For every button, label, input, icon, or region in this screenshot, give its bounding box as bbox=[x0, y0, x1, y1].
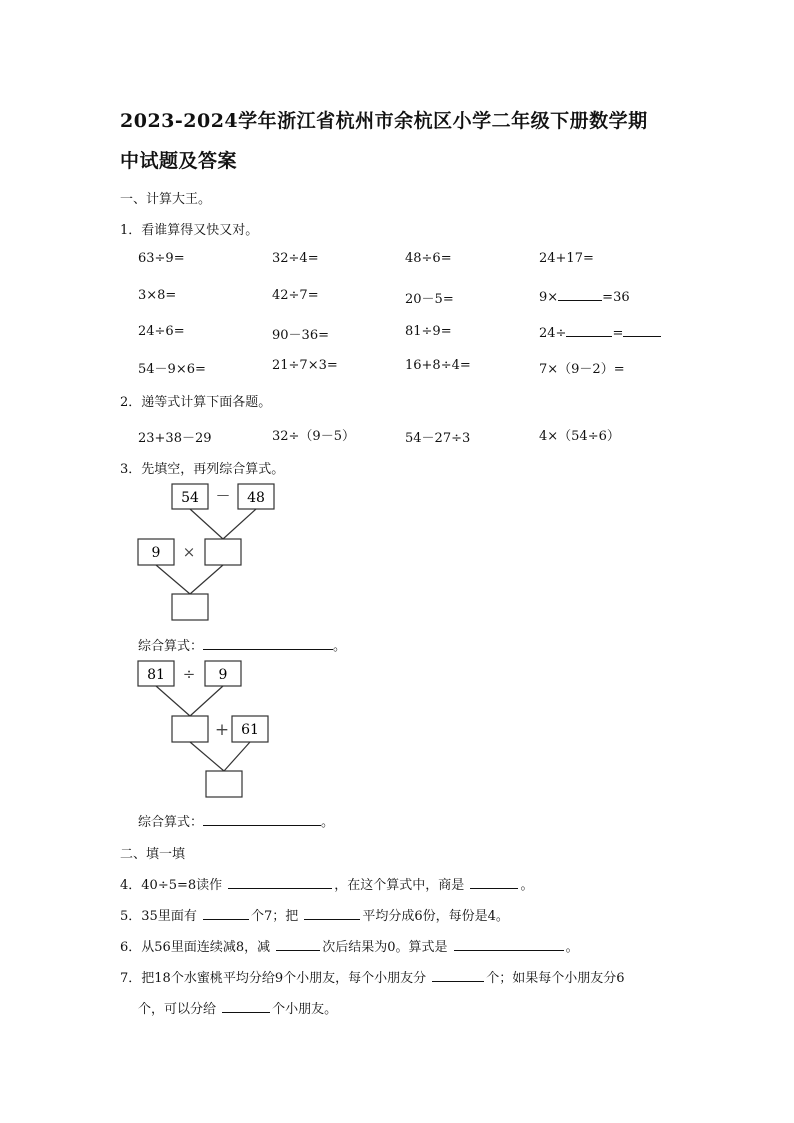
q4-text-a: 4．40÷5=8读作 bbox=[120, 878, 223, 893]
q7-line-2 bbox=[138, 998, 337, 1017]
formula-end-2: 。 bbox=[321, 815, 335, 830]
q1-r3-c4 bbox=[539, 324, 661, 341]
q5-blank-2[interactable] bbox=[304, 907, 360, 920]
q2-item-2: 32÷（9－5） bbox=[272, 429, 355, 444]
page-title-line-1: 2023-2024学年浙江省杭州市余杭区小学二年级下册数学期 bbox=[120, 110, 648, 132]
tree2-op-2: + bbox=[214, 720, 230, 740]
formula-line-2 bbox=[138, 811, 334, 830]
q1-label: 1．看谁算得又快又对。 bbox=[120, 223, 259, 238]
tree2-blank-1[interactable] bbox=[172, 716, 208, 742]
tree2-line-4 bbox=[224, 742, 250, 771]
q1-r2-c3: 20－5= bbox=[405, 292, 454, 307]
formula-line-1 bbox=[138, 635, 346, 654]
q4-line bbox=[120, 874, 533, 893]
q1-r1-c1: 63÷9= bbox=[138, 251, 185, 266]
q1-r3-c4-blank-2[interactable] bbox=[623, 324, 661, 337]
q7-text-d: 个小朋友。 bbox=[272, 1002, 338, 1017]
tree1-op-2: × bbox=[182, 543, 196, 561]
tree1-num-a: 54 bbox=[181, 490, 199, 506]
tree2-line-3 bbox=[190, 742, 224, 771]
tree2-num-a: 81 bbox=[147, 667, 165, 683]
q7-text-a: 7．把18个水蜜桃平均分给9个小朋友，每个小朋友分 bbox=[120, 971, 427, 986]
q5-line bbox=[120, 905, 509, 924]
tree2-num-b: 9 bbox=[218, 667, 228, 683]
q1-r3-c2: 90－36= bbox=[272, 328, 329, 343]
q1-r2-c1: 3×8= bbox=[138, 288, 177, 303]
section-1-heading: 一、计算大王。 bbox=[120, 192, 212, 207]
q6-blank-2[interactable] bbox=[454, 938, 564, 951]
tree-diagram-2 bbox=[130, 657, 290, 802]
formula-label-1: 综合算式： bbox=[138, 639, 204, 654]
q1-r1-c4: 24+17= bbox=[539, 251, 594, 266]
q4-blank-2[interactable] bbox=[470, 876, 518, 889]
q5-blank-1[interactable] bbox=[203, 907, 249, 920]
q1-r4-c1: 54－9×6= bbox=[138, 362, 206, 377]
tree1-line-3 bbox=[156, 565, 190, 594]
q1-r2-c4-left: 9× bbox=[539, 290, 559, 305]
tree2-op-1: ÷ bbox=[182, 665, 196, 683]
tree2-line-2 bbox=[190, 686, 223, 716]
q1-r3-c4-left: 24÷ bbox=[539, 326, 567, 341]
section-2-heading: 二、填一填 bbox=[120, 847, 186, 862]
q1-r3-c1: 24÷6= bbox=[138, 324, 185, 339]
q7-line-1 bbox=[120, 967, 625, 986]
q6-text-a: 6．从56里面连续减8，减 bbox=[120, 940, 271, 955]
q1-r3-c4-eq: = bbox=[612, 326, 624, 341]
q4-blank-1[interactable] bbox=[228, 876, 332, 889]
q1-r3-c3: 81÷9= bbox=[405, 324, 452, 339]
q4-text-c: 。 bbox=[520, 878, 534, 893]
page-title-line-2: 中试题及答案 bbox=[120, 150, 238, 172]
q1-r1-c2: 32÷4= bbox=[272, 251, 319, 266]
tree2-line-1 bbox=[156, 686, 190, 716]
tree-diagram-1 bbox=[130, 480, 290, 625]
q6-line bbox=[120, 936, 579, 955]
q1-r3-c4-blank-1[interactable] bbox=[566, 324, 612, 337]
formula-label-2: 综合算式： bbox=[138, 815, 204, 830]
formula-blank-1[interactable] bbox=[203, 637, 333, 650]
q1-r4-c2: 21÷7×3= bbox=[272, 358, 338, 373]
q6-blank-1[interactable] bbox=[276, 938, 320, 951]
tree1-line-1 bbox=[190, 509, 223, 539]
q5-text-c: 平均分成6份，每份是4。 bbox=[362, 909, 509, 924]
tree1-op-1: － bbox=[215, 487, 231, 505]
q6-text-c: 。 bbox=[565, 940, 579, 955]
q3-label: 3．先填空，再列综合算式。 bbox=[120, 462, 285, 477]
formula-end-1: 。 bbox=[333, 639, 347, 654]
tree1-line-4 bbox=[190, 565, 223, 594]
q4-text-b: ，在这个算式中，商是 bbox=[334, 878, 465, 893]
q2-item-1: 23+38－29 bbox=[138, 431, 212, 446]
q2-item-4: 4×（54÷6） bbox=[539, 429, 620, 444]
tree2-blank-2[interactable] bbox=[206, 771, 242, 797]
q1-r2-c4-blank[interactable] bbox=[558, 288, 602, 301]
formula-blank-2[interactable] bbox=[203, 813, 321, 826]
q1-r2-c4 bbox=[539, 288, 630, 305]
q7-text-c: 个，可以分给 bbox=[138, 1002, 217, 1017]
tree1-blank-2[interactable] bbox=[172, 594, 208, 620]
tree1-blank-1[interactable] bbox=[205, 539, 241, 565]
q7-blank-1[interactable] bbox=[432, 969, 484, 982]
q1-r4-c4: 7×（9－2）= bbox=[539, 362, 625, 377]
q2-label: 2．递等式计算下面各题。 bbox=[120, 395, 272, 410]
q5-text-b: 个7；把 bbox=[250, 909, 299, 924]
q1-r2-c4-right: =36 bbox=[602, 290, 630, 305]
q7-blank-2[interactable] bbox=[222, 1000, 270, 1013]
q5-text-a: 5．35里面有 bbox=[120, 909, 197, 924]
tree1-num-c: 9 bbox=[151, 545, 161, 561]
tree1-num-b: 48 bbox=[247, 490, 265, 506]
tree2-num-c: 61 bbox=[241, 722, 259, 738]
tree1-line-2 bbox=[223, 509, 256, 539]
q1-r2-c2: 42÷7= bbox=[272, 288, 319, 303]
q1-r4-c3: 16+8÷4= bbox=[405, 358, 471, 373]
q6-text-b: 次后结果为0。算式是 bbox=[322, 940, 448, 955]
q2-item-3: 54－27÷3 bbox=[405, 431, 471, 446]
q7-text-b: 个；如果每个小朋友分6 bbox=[486, 971, 625, 986]
q1-r1-c3: 48÷6= bbox=[405, 251, 452, 266]
